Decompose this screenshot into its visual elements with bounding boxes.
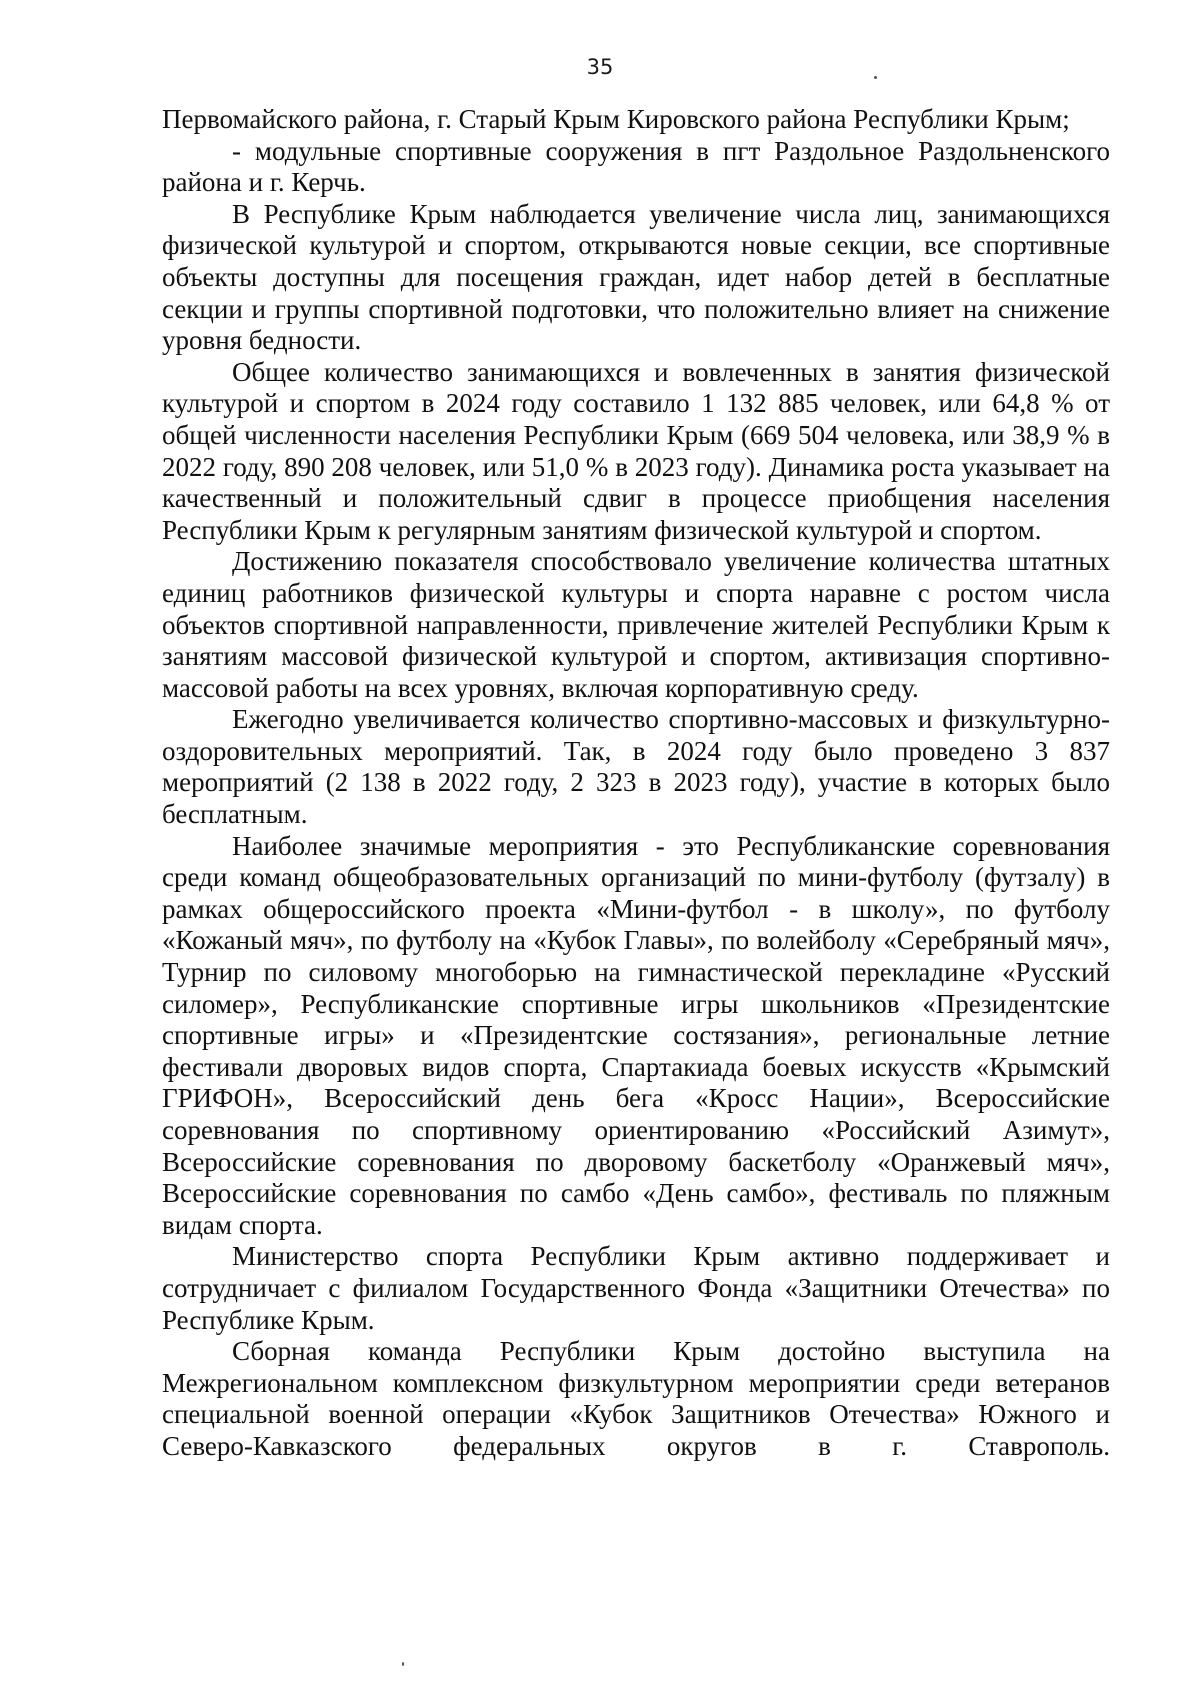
paragraph-3: В Республике Крым наблюдается увеличение числа лиц, занимающихся физической культурой и спортом, открываются новые секции, все спортивные объекты доступны для посещения граждан, идет набор детей в бесплатные секции и группы спортивной подготовки, что положительно влияет на снижение уровня бедности.: [162, 198, 1110, 356]
paragraph-4: Общее количество занимающихся и вовлеченных в занятия физической культурой и спортом в 2024 году составило 1 132 885 человек, или 64,8 % от общей численности населения Республики Крым (669 504 человека, или 38,9 % в 2022 году, 890 208 человек, или 51,0 % в 2023 году). Динамика роста указывает на качественный и положительный сдвиг в процессе приобщения населения Республики Крым к регулярным занятиям физической культурой и спортом.: [162, 356, 1110, 545]
paragraph-1: Первомайского района, г. Старый Крым Кировского района Республики Крым;: [162, 104, 1070, 134]
scan-speck: [402, 1662, 404, 1666]
page-number: 35: [586, 55, 614, 79]
document-body: [162, 104, 1110, 1463]
paragraph-6: Ежегодно увеличивается количество спортивно-массовых и физкультурно-оздоровительных мероприятий. Так, в 2024 году было проведено 3 837 мероприятий (2 138 в 2022 году, 2 323 в 2023 году), участие в которых было бесплатным.: [162, 704, 1110, 830]
paragraph-5: Достижению показателя способствовало увеличение количества штатных единиц работников физической культуры и спорта наравне с ростом числа объектов спортивной направленности, привлечение жителей Республики Крым к занятиям массовой физической культурой и спортом, активизация спортивно-массовой работы на всех уровнях, включая корпоративную среду.: [162, 546, 1110, 703]
paragraph-2: - модульные спортивные сооружения в пгт Раздольное Раздольненского района и г. Керчь.: [162, 135, 1110, 198]
scan-speck: [874, 76, 877, 79]
paragraph-8: Министерство спорта Республики Крым активно поддерживает и сотрудничает с филиалом Государственного Фонда «Защитники Отечества» по Республике Крым.: [162, 1241, 1110, 1335]
paragraph-9: Сборная команда Республики Крым достойно выступила на Межрегиональном комплексном физкультурном мероприятии среди ветеранов специальной военной операции «Кубок Защитников Отечества» Южного и Северо-Кавказского федеральных округов в г. Ставрополь.: [162, 1336, 1110, 1461]
paragraph-7: Наиболее значимые мероприятия - это Республиканские соревнования среди команд общеобразовательных организаций по мини-футболу (футзалу) в рамках общероссийского проекта «Мини-футбол - в школу», по футболу «Кожаный мяч», по футболу на «Кубок Главы», по волейболу «Серебряный мяч», Турнир по силовому многоборью на гимнастической перекладине «Русский силомер», Республиканские спортивные игры школьников «Президентские спортивные игры» и «Президентские состязания», региональные летние фестивали дворовых видов спорта, Спартакиада боевых искусств «Крымский ГРИФОН», Всероссийский день бега «Кросс Нации», Всероссийские соревнования по спортивному ориентированию «Российский Азимут», Всероссийские соревнования по дворовому баскетболу «Оранжевый мяч», Всероссийские соревнования по самбо «День самбо», фестиваль по пляжным видам спорта.: [162, 830, 1110, 1240]
